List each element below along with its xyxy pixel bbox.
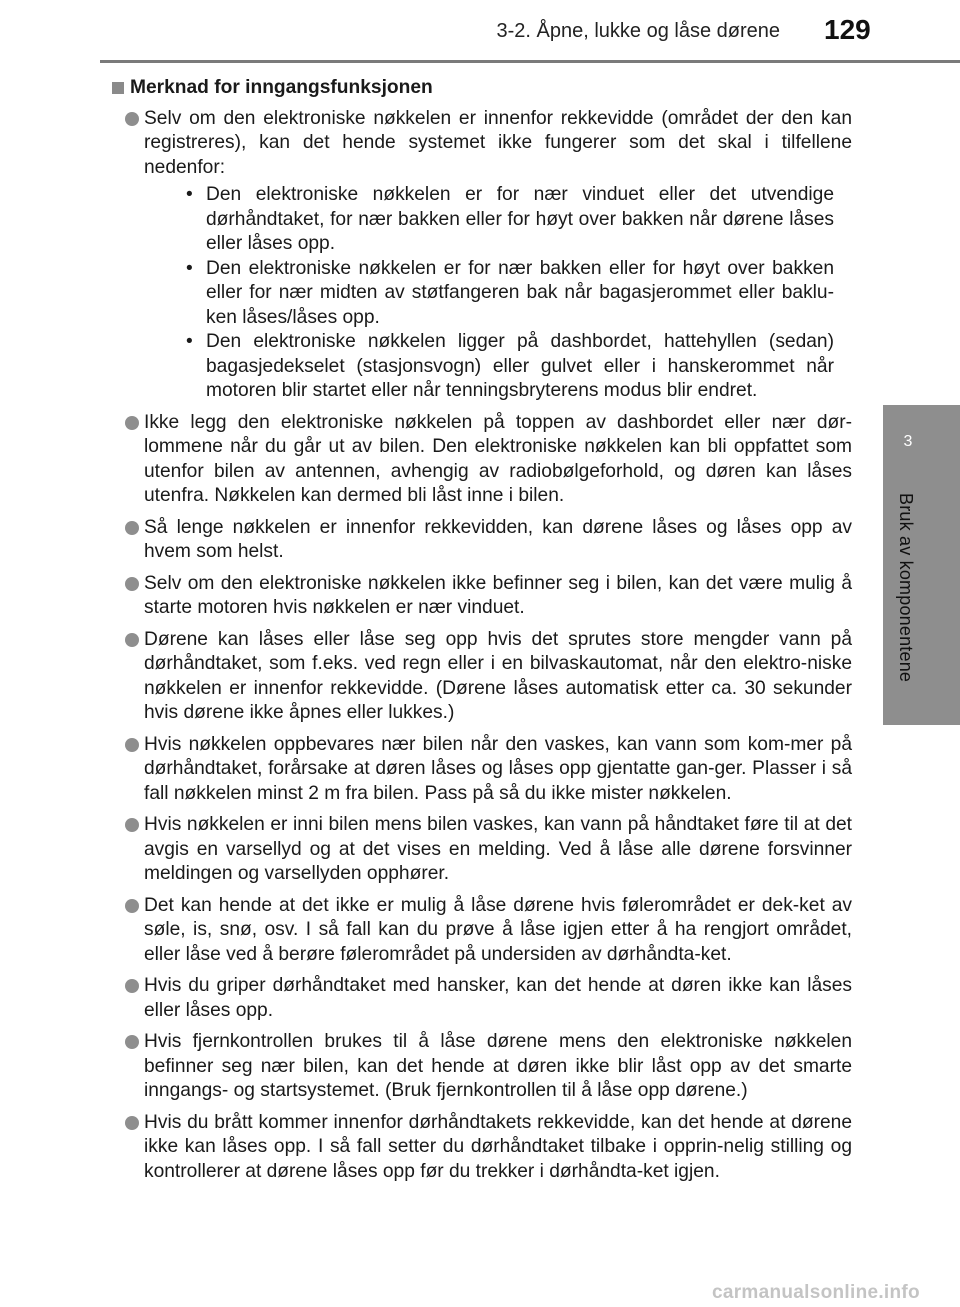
bullet-dot-icon: [125, 738, 139, 752]
note-item: [110, 628, 852, 726]
bullet-dot-icon: [125, 112, 139, 126]
note-item: [110, 813, 852, 887]
chapter-name: Bruk av komponentene: [896, 493, 916, 683]
sub-bullet-icon: •: [186, 184, 193, 205]
note-item: [110, 516, 852, 565]
bullet-dot-icon: [125, 577, 139, 591]
section-heading: [110, 76, 852, 101]
chapter-side-tab: [883, 405, 960, 725]
note-item: [110, 974, 852, 1023]
note-text: Ikke legg den elektroniske nøkkelen på toppen av dashbordet eller nær dør-lommene når du går ut av bilen. Den elektroniske nøkkelen kan bli oppfattet som utenfor bilen av antennen, avhengig av radiobølgeforhold, og døren kan låses utenfra. Nøkkelen kan dermed bli låst inne i bilen.: [144, 411, 852, 506]
bullet-dot-icon: [125, 1116, 139, 1130]
note-text: Hvis fjernkontrollen brukes til å låse dørene mens den elektroniske nøkkelen befinner seg nær bilen, kan det hende at døren ikke blir låst opp av det smarte inngangs- og startsystemet. (Bruk fjernkontrollen til å låse opp dørene.): [144, 1031, 852, 1101]
sub-list: [144, 183, 852, 404]
bullet-dot-icon: [125, 416, 139, 430]
note-text: Hvis nøkkelen er inni bilen mens bilen vaskes, kan vann på håndtaket føre til at det avgis en varsellyd og at det vises en melding. Ved å låse alle dørene forsvinner meldingen og varsellyden opphører.: [144, 814, 852, 884]
sub-item-text: Den elektroniske nøkkelen ligger på dashbordet, hattehyllen (sedan) bagasjedekselet (stasjonsvogn) eller gulvet eller i hanskerommet når motoren blir startet eller når tenningsbryterens modus blir endret.: [206, 331, 834, 401]
note-item: [110, 1111, 852, 1185]
note-text: Hvis nøkkelen oppbevares nær bilen når den vaskes, kan vann som kom-mer på dørhåndtaket, forårsake at døren låses og låses opp gjentatte gan-ger. Plasser i så fall nøkkelen minst 2 m fra bilen. Pass på så du ikke mister nøkkelen.: [144, 733, 852, 804]
note-text: Hvis du brått kommer innenfor dørhåndtakets rekkevidde, kan det hende at dørene ikke kan låses opp. I så fall setter du dørhåndtaket tilbake i opprin-nelig stilling og kontrollerer at dørene låses opp før du trekker i dørhåndta-ket igjen.: [144, 1111, 852, 1182]
sub-item: [186, 330, 852, 404]
note-text: Selv om den elektroniske nøkkelen ikke befinner seg i bilen, kan det være mulig å starte motoren hvis nøkkelen er nær vinduet.: [144, 572, 852, 618]
main-content: [110, 76, 852, 1191]
sub-item-text: Den elektroniske nøkkelen er for nær vinduet eller det utvendige dørhåndtaket, for nær bakken eller for høyt over bakken når dørene låses eller låses opp.: [206, 184, 834, 254]
note-item: [110, 572, 852, 621]
bullet-dot-icon: [125, 979, 139, 993]
note-item: [110, 411, 852, 509]
bullet-dot-icon: [125, 1035, 139, 1049]
note-item: [110, 894, 852, 968]
chapter-number: 3: [903, 433, 913, 450]
note-text: Hvis du griper dørhåndtaket med hansker, kan det hende at døren ikke kan låses eller låses opp.: [144, 975, 852, 1021]
sub-bullet-icon: •: [186, 331, 193, 352]
note-item: [110, 733, 852, 807]
sub-item-text: Den elektroniske nøkkelen er for nær bakken eller for høyt over bakken eller for nær midten av støtfangeren bak når bagasjerommet eller baklu-ken låses/låses opp.: [206, 257, 834, 328]
note-text: Dørene kan låses eller låse seg opp hvis det sprutes store mengder vann på dørhåndtaket, som f.eks. ved regn eller i en bilvaskautomat, når den elektro-niske nøkkelen er innenfor rekkevidde. (Dørene låses automatisk etter ca. 30 sekunder hvis dørene ikke åpnes eller lukkes.): [144, 628, 852, 723]
square-bullet-icon: [112, 82, 124, 94]
bullet-dot-icon: [125, 899, 139, 913]
bullet-dot-icon: [125, 521, 139, 535]
header-title: 3-2. Åpne, lukke og låse dørene: [496, 20, 780, 42]
note-item: [110, 1030, 852, 1104]
bullet-dot-icon: [125, 818, 139, 832]
bullet-dot-icon: [125, 633, 139, 647]
sub-bullet-icon: •: [186, 257, 193, 279]
page-number: 129: [824, 14, 871, 45]
sub-item: [186, 257, 852, 331]
note-text: Så lenge nøkkelen er innenfor rekkevidden, kan dørene låses og låses opp av hvem som helst.: [144, 516, 852, 562]
section-heading-text: Merknad for inngangsfunksjonen: [130, 77, 433, 98]
watermark-text: carmanualsonline.info: [712, 1282, 920, 1303]
note-text: Det kan hende at det ikke er mulig å låse dørene hvis følerområdet er dek-ket av søle, is, snø, osv. I så fall kan du prøve å låse igjen etter å ha rengjort området, eller låse ved å berøre følerområdet på undersiden av dørhåndta-ket.: [144, 894, 852, 965]
header-divider: [100, 60, 960, 63]
note-item: [110, 107, 852, 404]
sub-item: [186, 183, 852, 257]
note-text: Selv om den elektroniske nøkkelen er innenfor rekkevidde (området der den kan registreres), kan det hende systemet ikke fungerer som det skal i tilfellene nedenfor:: [144, 107, 852, 178]
